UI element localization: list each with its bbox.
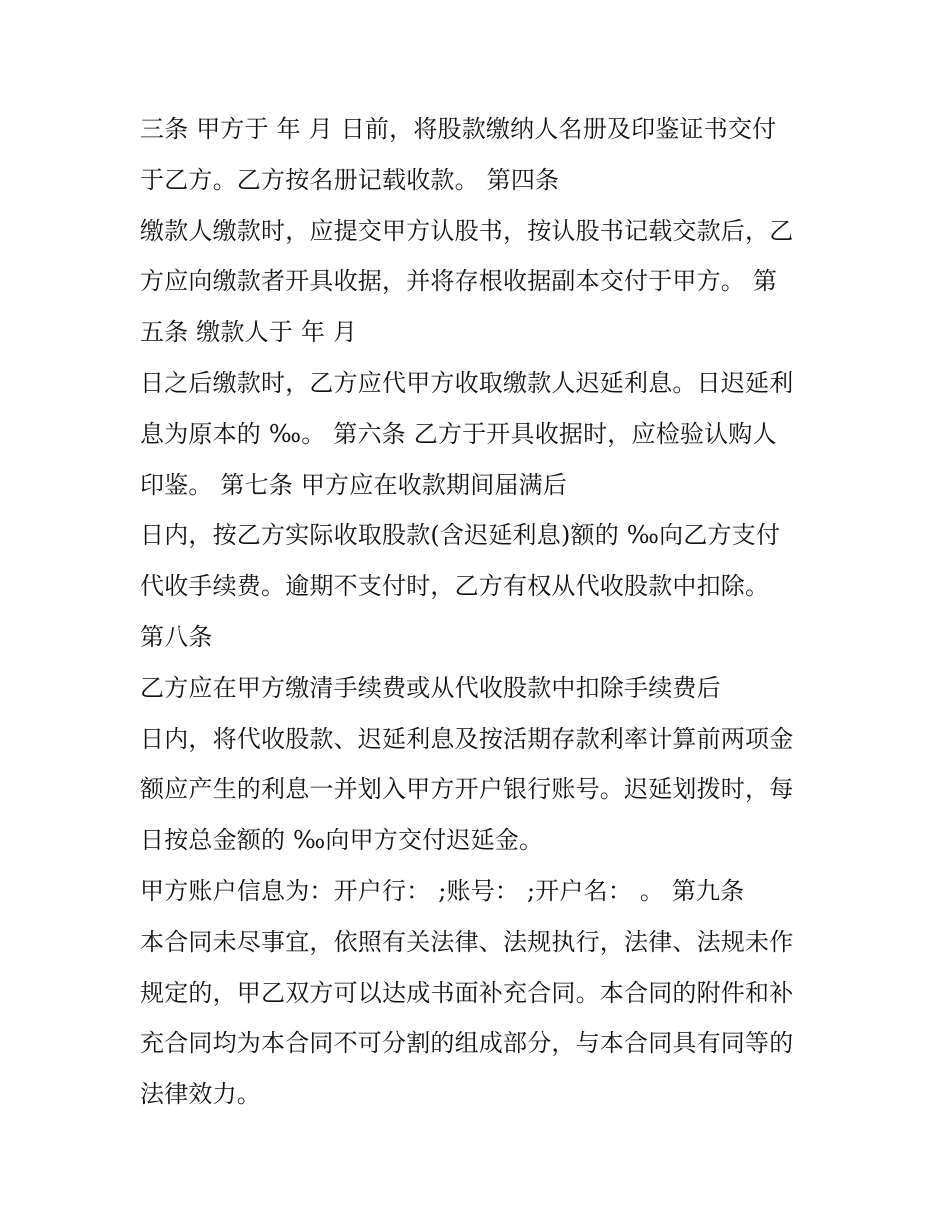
text-line: 本合同未尽事宜，依照有关法律、法规执行，法律、法规未作 [140,927,794,956]
text-line: 日按总金额的 ‰向甲方交付迟延金。 [140,826,544,855]
text-line: 日内，将代收股款、迟延利息及按活期存款利率计算前两项金 [140,724,794,753]
text-line: 额应产生的利息一并划入甲方开户银行账号。迟延划拨时，每 [140,775,794,804]
text-line: 充合同均为本合同不可分割的组成部分，与本合同具有同等的 [140,1029,794,1058]
text-line: 规定的，甲乙双方可以达成书面补充合同。本合同的附件和补 [140,978,794,1007]
text-line: 于乙方。乙方按名册记载收款。 第四条 [140,165,560,194]
text-line: 代收手续费。逾期不支付时，乙方有权从代收股款中扣除。 [140,572,770,601]
text-line: 息为原本的 ‰。 第六条 乙方于开具收据时，应检验认购人 [140,419,777,448]
text-line: 日之后缴款时，乙方应代甲方收取缴款人迟延利息。日迟延利 [140,368,794,397]
text-line: 乙方应在甲方缴清手续费或从代收股款中扣除手续费后 [140,673,721,702]
text-line: 法律效力。 [140,1080,261,1109]
text-line: 缴款人缴款时，应提交甲方认股书，按认股书记载交款后，乙 [140,216,794,245]
contract-text [140,104,830,1120]
text-line: 三条 甲方于 年 月 日前，将股款缴纳人名册及印鉴证书交付 [140,115,777,143]
text-line: 第八条 [140,622,213,651]
text-line: 日内，按乙方实际收取股款(含迟延利息)额的 ‰向乙方支付 [140,521,781,550]
text-line: 五条 缴款人于 年 月 [140,318,358,347]
text-line: 甲方账户信息为：开户行： ;账号： ;开户名： 。 第九条 [140,876,745,905]
text-line: 印鉴。 第七条 甲方应在收款期间届满后 [140,470,568,499]
text-line: 方应向缴款者开具收据，并将存根收据副本交付于甲方。 第 [140,267,778,296]
